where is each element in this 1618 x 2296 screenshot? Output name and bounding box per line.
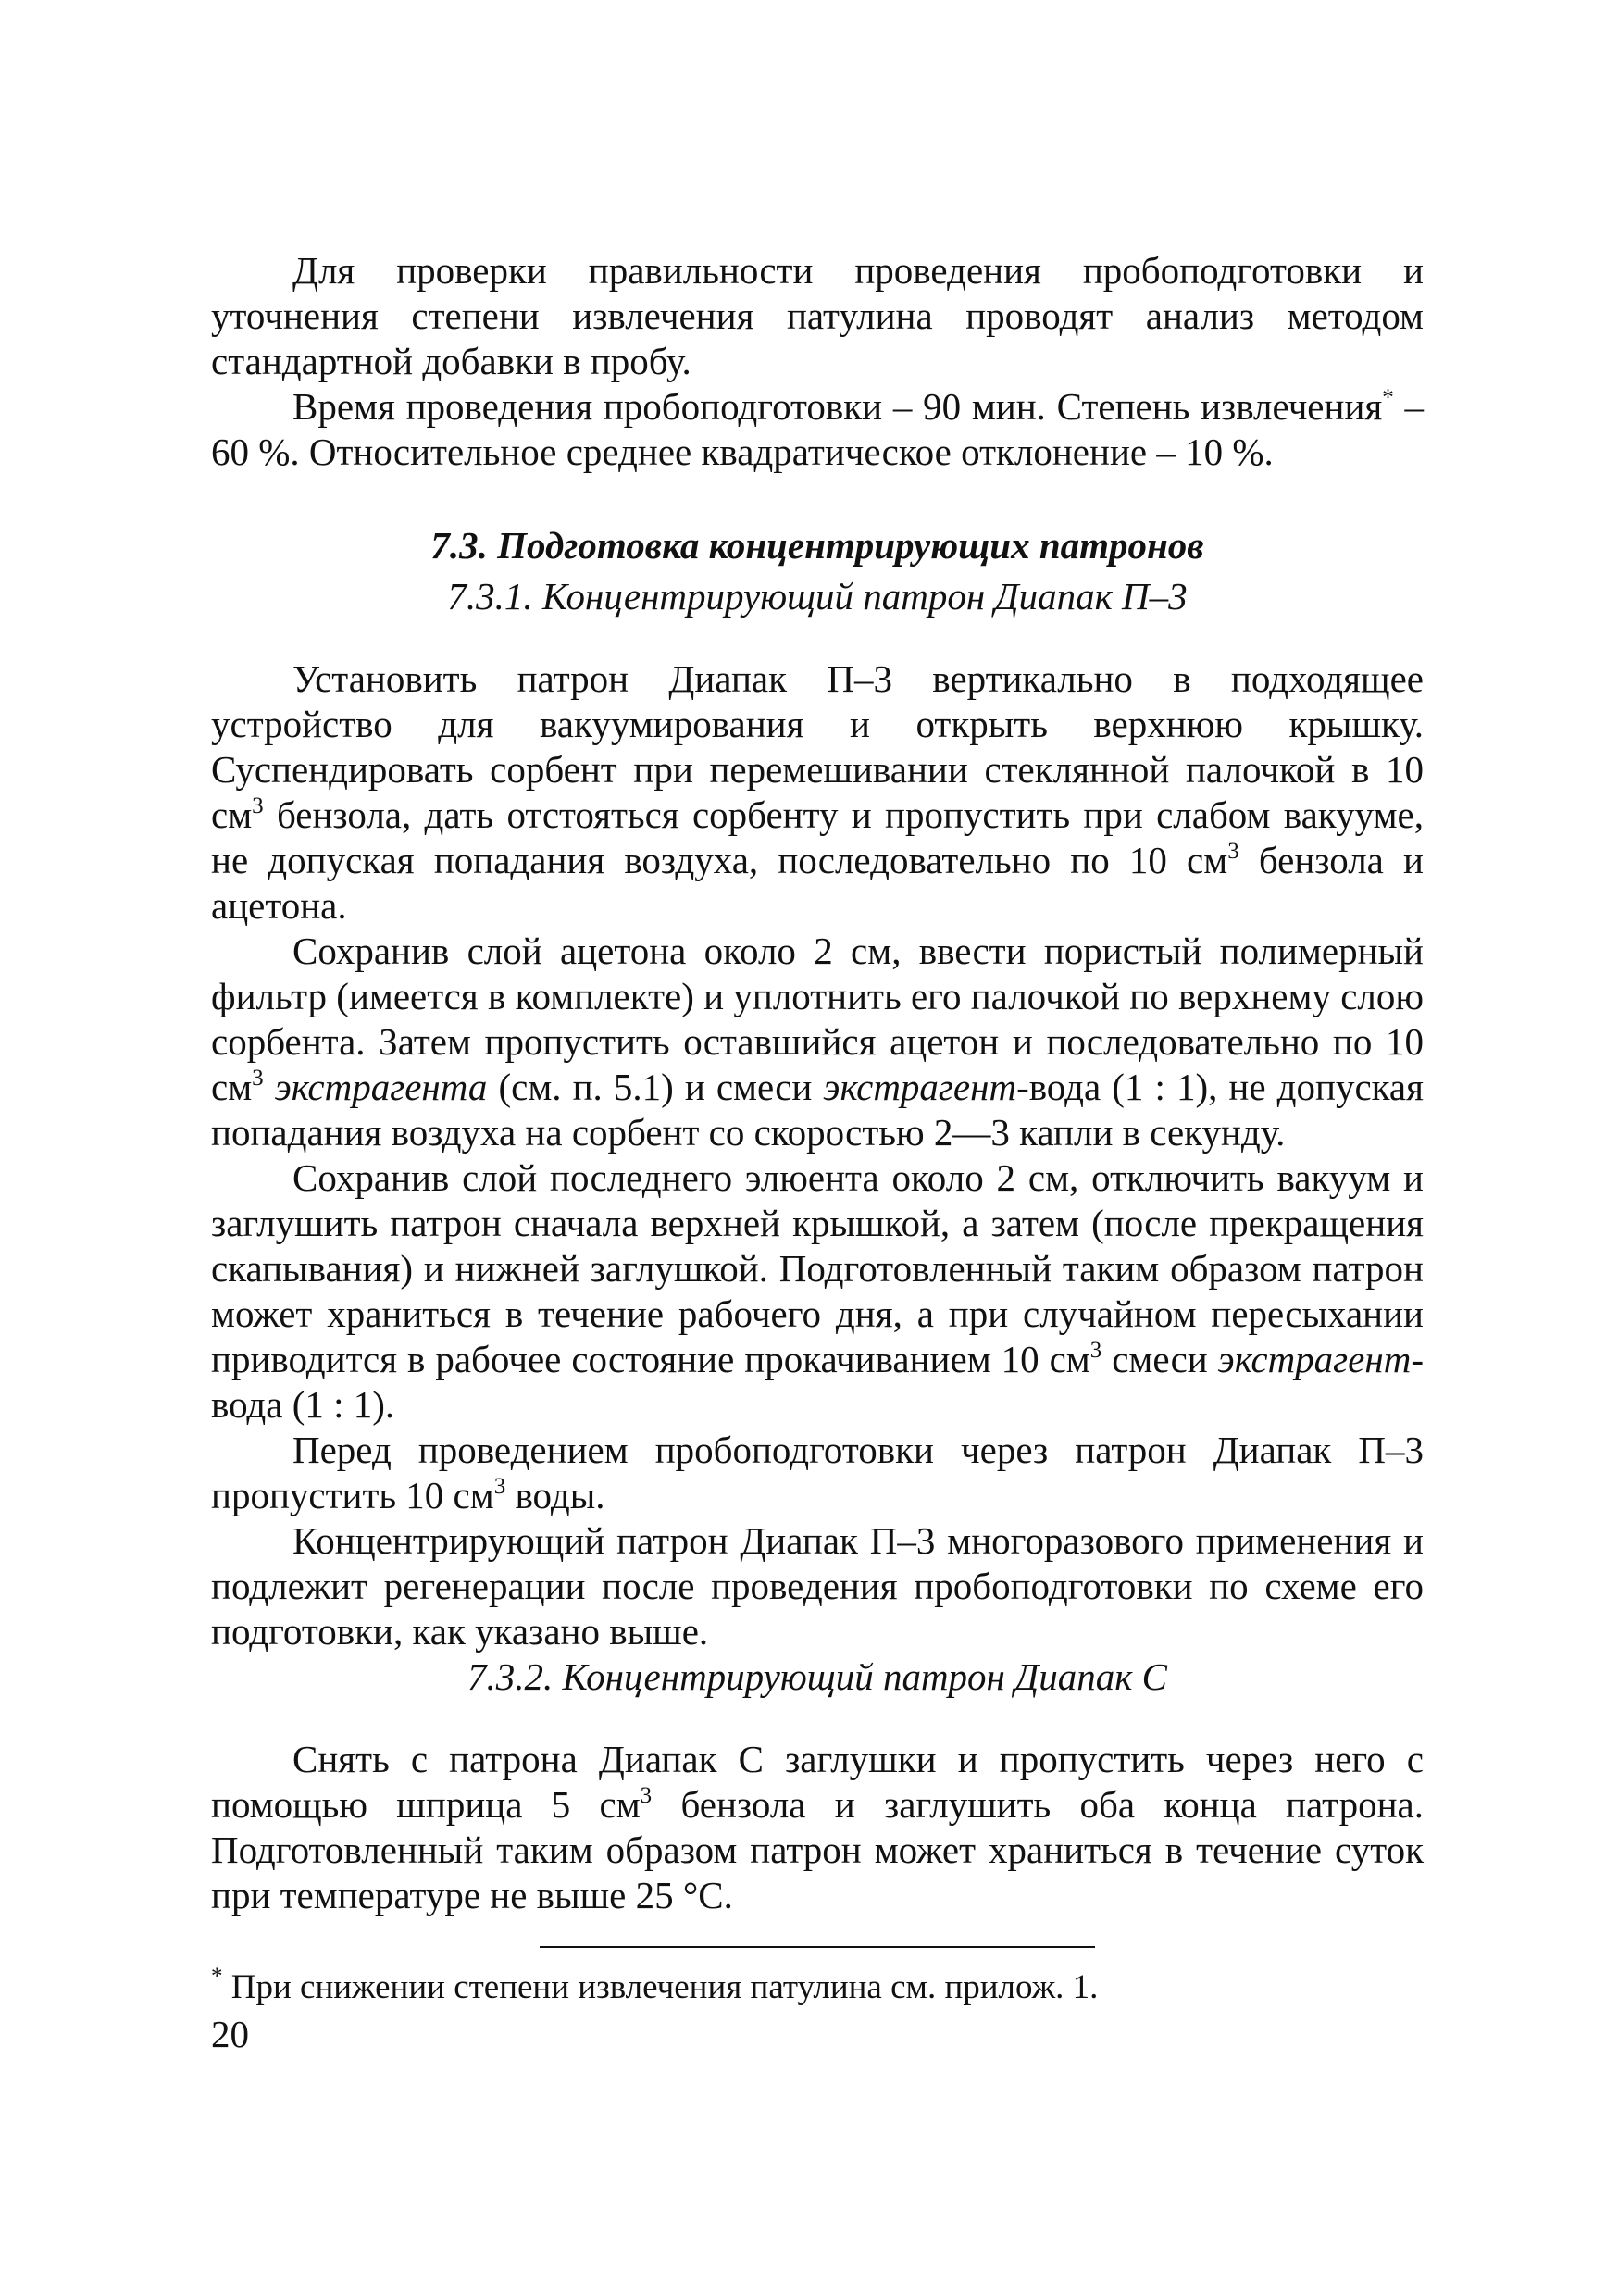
footnote-text: При снижении степени извлечения патулина см. прилож. 1. [222,1967,1099,2006]
text-run: Сохранив слой последнего элюента около 2 см, отключить вакуум и заглушить патрон сначала верхней крышкой, а затем (после прекращения скапывания) и нижней заглушкой. Подготовленный таким образом патрон может храниться в течение рабочего дня, а при случайном пересыхании приводится в рабочее состояние прокачиванием 10 см [211,1156,1424,1380]
paragraph-intro: Для проверки правильности проведения пробоподготовки и уточнения степени извлечения патулина проводят анализ методом стандартной добавки в пробу. [211,249,1424,382]
paragraph-install-cartridge [211,656,1424,929]
italic-term: экстрагент [823,1066,1017,1108]
paragraph-storage [211,1155,1424,1428]
footnote-mark: * [211,1963,223,1989]
paragraph-timing-text-a: Время проведения пробоподготовки – 90 мин. Степень извлечения [292,385,1383,428]
superscript: 3 [1089,1338,1102,1363]
subsection-heading-7-3-2: 7.3.2. Концентрирующий патрон Диапак С [467,1655,1167,1698]
subsection-heading-7-3-1: 7.3.1. Концентрирующий патрон Диапак П–3 [447,575,1188,618]
text-run: воды. [505,1474,605,1516]
section-heading-7-3: 7.3. Подготовка концентрирующих патронов [430,524,1204,567]
paragraph-reusable: Концентрирующий патрон Диапак П–3 многоразового применения и подлежит регенерации после проведения пробоподготовки по схеме его подготовки, как указано выше. [211,1519,1424,1653]
text-run: Перед проведением пробоподготовки через патрон Диапак П–3 пропустить 10 см [211,1429,1424,1516]
text-run: бензола и ацетона. [211,839,1424,927]
superscript: 3 [640,1783,653,1808]
text-run: Сохранив слой ацетона около 2 см, ввести пористый полимерный фильтр (имеется в комплекте) и уплотнить его палочкой по верхнему слою сорбента. Затем пропустить оставшийся ацетон и последовательно по 10 см [211,930,1424,1108]
text-run: -вода (1 : 1). [211,1338,1424,1426]
text-run: бензола и заглушить оба конца патрона. Подготовленный таким образом патрон может храниться в течение суток при температуре не выше 25 °С. [211,1783,1424,1916]
footnote-reference: * [1382,385,1394,410]
text-run: Установить патрон Диапак П–3 вертикально в подходящее устройство для вакуумирования и открыть верхнюю крышку. Суспендировать сорбент при перемешивании стеклянной палочкой в 10 см [211,657,1424,836]
page-number: 20 [211,2012,249,2055]
text-run: бензола, дать отстояться сорбенту и пропустить при слабом вакууме, не допуская попадания воздуха, последовательно по 10 см [211,793,1424,881]
paragraph-timing-text-b: – 60 %. Относительное среднее квадратическое отклонение – 10 %. [211,385,1424,473]
superscript: 3 [1227,839,1239,864]
text-run: (см. п. 5.1) и смеси [487,1066,824,1108]
paragraph-diapak-c [211,1737,1424,1918]
paragraph-filter [211,929,1424,1155]
paragraph-before-prep [211,1428,1424,1518]
superscript: 3 [493,1474,506,1499]
text-run: Снять с патрона Диапак С заглушки и пропустить через него с помощью шприца 5 см [211,1738,1424,1826]
document-page [211,248,1424,2057]
italic-term: экстрагента [274,1066,488,1108]
italic-term: экстрагент [1217,1338,1412,1380]
text-run: -вода (1 : 1), не допуская попадания воздуха на сорбент со скоростью 2—3 капли в секунду. [211,1066,1424,1154]
footnote-divider [540,1946,1095,1948]
text-run: смеси [1101,1338,1218,1380]
paragraph-timing [211,384,1424,475]
superscript: 3 [252,1066,264,1091]
footnote [211,1963,1424,2008]
superscript: 3 [252,793,264,818]
